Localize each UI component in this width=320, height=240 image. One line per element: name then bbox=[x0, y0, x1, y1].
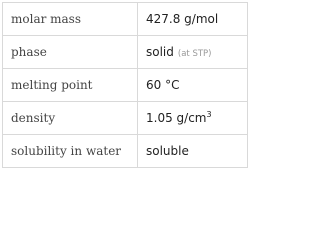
density-value-cell bbox=[138, 102, 248, 135]
molar-mass-value: 427.8 g/mol bbox=[138, 3, 248, 36]
melting-point-value: 60 °C bbox=[138, 69, 248, 102]
phase-condition-note: (at STP) bbox=[177, 49, 212, 59]
molar-mass-label: molar mass bbox=[3, 3, 138, 36]
phase-label: phase bbox=[3, 36, 138, 69]
density-unit-exponent: 3 bbox=[206, 110, 212, 119]
properties-table bbox=[2, 2, 248, 168]
density-label: density bbox=[3, 102, 138, 135]
phase-value-cell bbox=[138, 36, 248, 69]
table-row-phase bbox=[3, 36, 248, 69]
phase-value: solid bbox=[146, 45, 174, 59]
solubility-value: soluble bbox=[138, 135, 248, 168]
table-row-molar-mass bbox=[3, 3, 248, 36]
table-row-density bbox=[3, 102, 248, 135]
table-row-solubility bbox=[3, 135, 248, 168]
table-row-melting-point bbox=[3, 69, 248, 102]
density-value: 1.05 g/cm bbox=[146, 111, 207, 125]
melting-point-label: melting point bbox=[3, 69, 138, 102]
solubility-label: solubility in water bbox=[3, 135, 138, 168]
